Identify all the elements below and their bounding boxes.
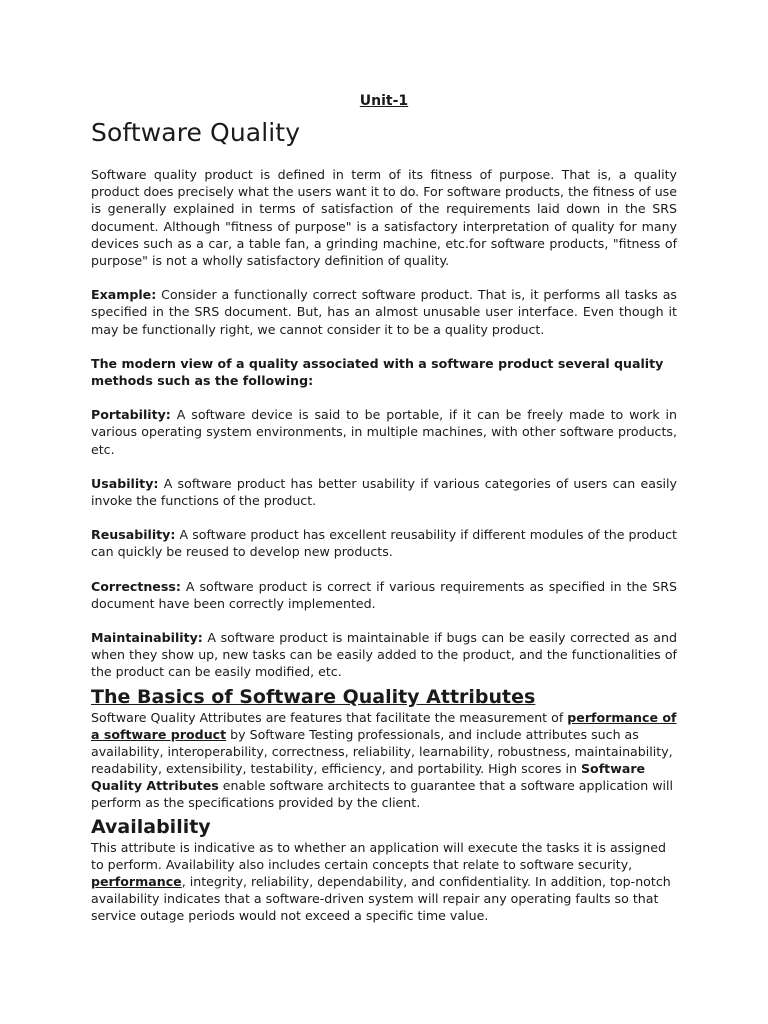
availability-section <box>91 815 677 924</box>
document-title: Software Quality <box>91 118 301 147</box>
performance-inline-link[interactable]: performance <box>91 873 182 889</box>
example-text: Consider a functionally correct software product. That is, it performs all tasks as specified in the SRS document. But, has an almost unusable user interface. Even though it may be functionally right, we cannot consider it to be a quality product. <box>91 287 677 337</box>
document-body <box>91 166 677 924</box>
attribute-correctness: Correctness: A software product is correct if various requirements as specified in the SRS document have been correctly implemented. <box>91 578 677 611</box>
intro-paragraph: Software quality product is defined in term of its fitness of purpose. That is, a quality product does precisely what the users want it to do. For software products, the fitness of use is generally explained in terms of satisfaction of the requirements laid down in the SRS document. Although "fitness of purpose" is a satisfactory interpretation of quality for many devices such as a car, a table fan, a grinding machine, etc.for software products, "fitness of purpose" is not a wholly satisfactory definition of quality. <box>91 167 677 269</box>
availability-paragraph: This attribute is indicative as to whether an application will execute the tasks it is assigned to perform. Availability also includes certain concepts that relate to software security, performance, integrity, reliability, dependability, and confidentiality. In addition, top-notch availability indicates that a software-driven system will repair any operating faults so that service outage periods would not exceed a specific time value. <box>91 839 671 923</box>
performance-link[interactable]: performance of a software product <box>91 709 677 742</box>
example-label: Example: <box>91 287 157 303</box>
modern-view-heading: The modern view of a quality associated with a software product several quality methods such as the following: <box>91 355 664 389</box>
unit-label: Unit-1 <box>359 93 409 109</box>
attribute-reusability: Reusability: A software product has excellent reusability if different modules of the product can quickly be reused to develop new products. <box>91 527 677 560</box>
availability-heading: Availability <box>91 815 211 838</box>
basics-heading: The Basics of Software Quality Attributes <box>91 685 536 708</box>
basics-paragraph: Software Quality Attributes are features that facilitate the measurement of performance of a software product by Software Testing professionals, and include attributes such as availability, interoperability, correctness, reliability, learnability, robustness, maintainability, readability, extensibility, testability, efficiency, and portability. High scores in Software Quality Attributes enable software architects to guarantee that a software application will perform as the specifications provided by the client. <box>91 709 677 810</box>
attribute-usability: Usability: A software product has better usability if various categories of users can easily invoke the functions of the product. <box>91 475 677 509</box>
basics-section <box>91 685 677 811</box>
attribute-maintainability: Maintainability: A software product is maintainable if bugs can be easily corrected as and when they show up, new tasks can be easily added to the product, and the functionalities of the product can be easily modified, etc. <box>91 630 677 680</box>
example-paragraph <box>91 286 677 338</box>
sqa-bold: Software Quality Attributes <box>91 760 646 793</box>
attribute-portability: Portability: A software device is said to be portable, if it can be freely made to work in various operating system environments, in multiple machines, with other software products, etc. <box>91 407 677 457</box>
